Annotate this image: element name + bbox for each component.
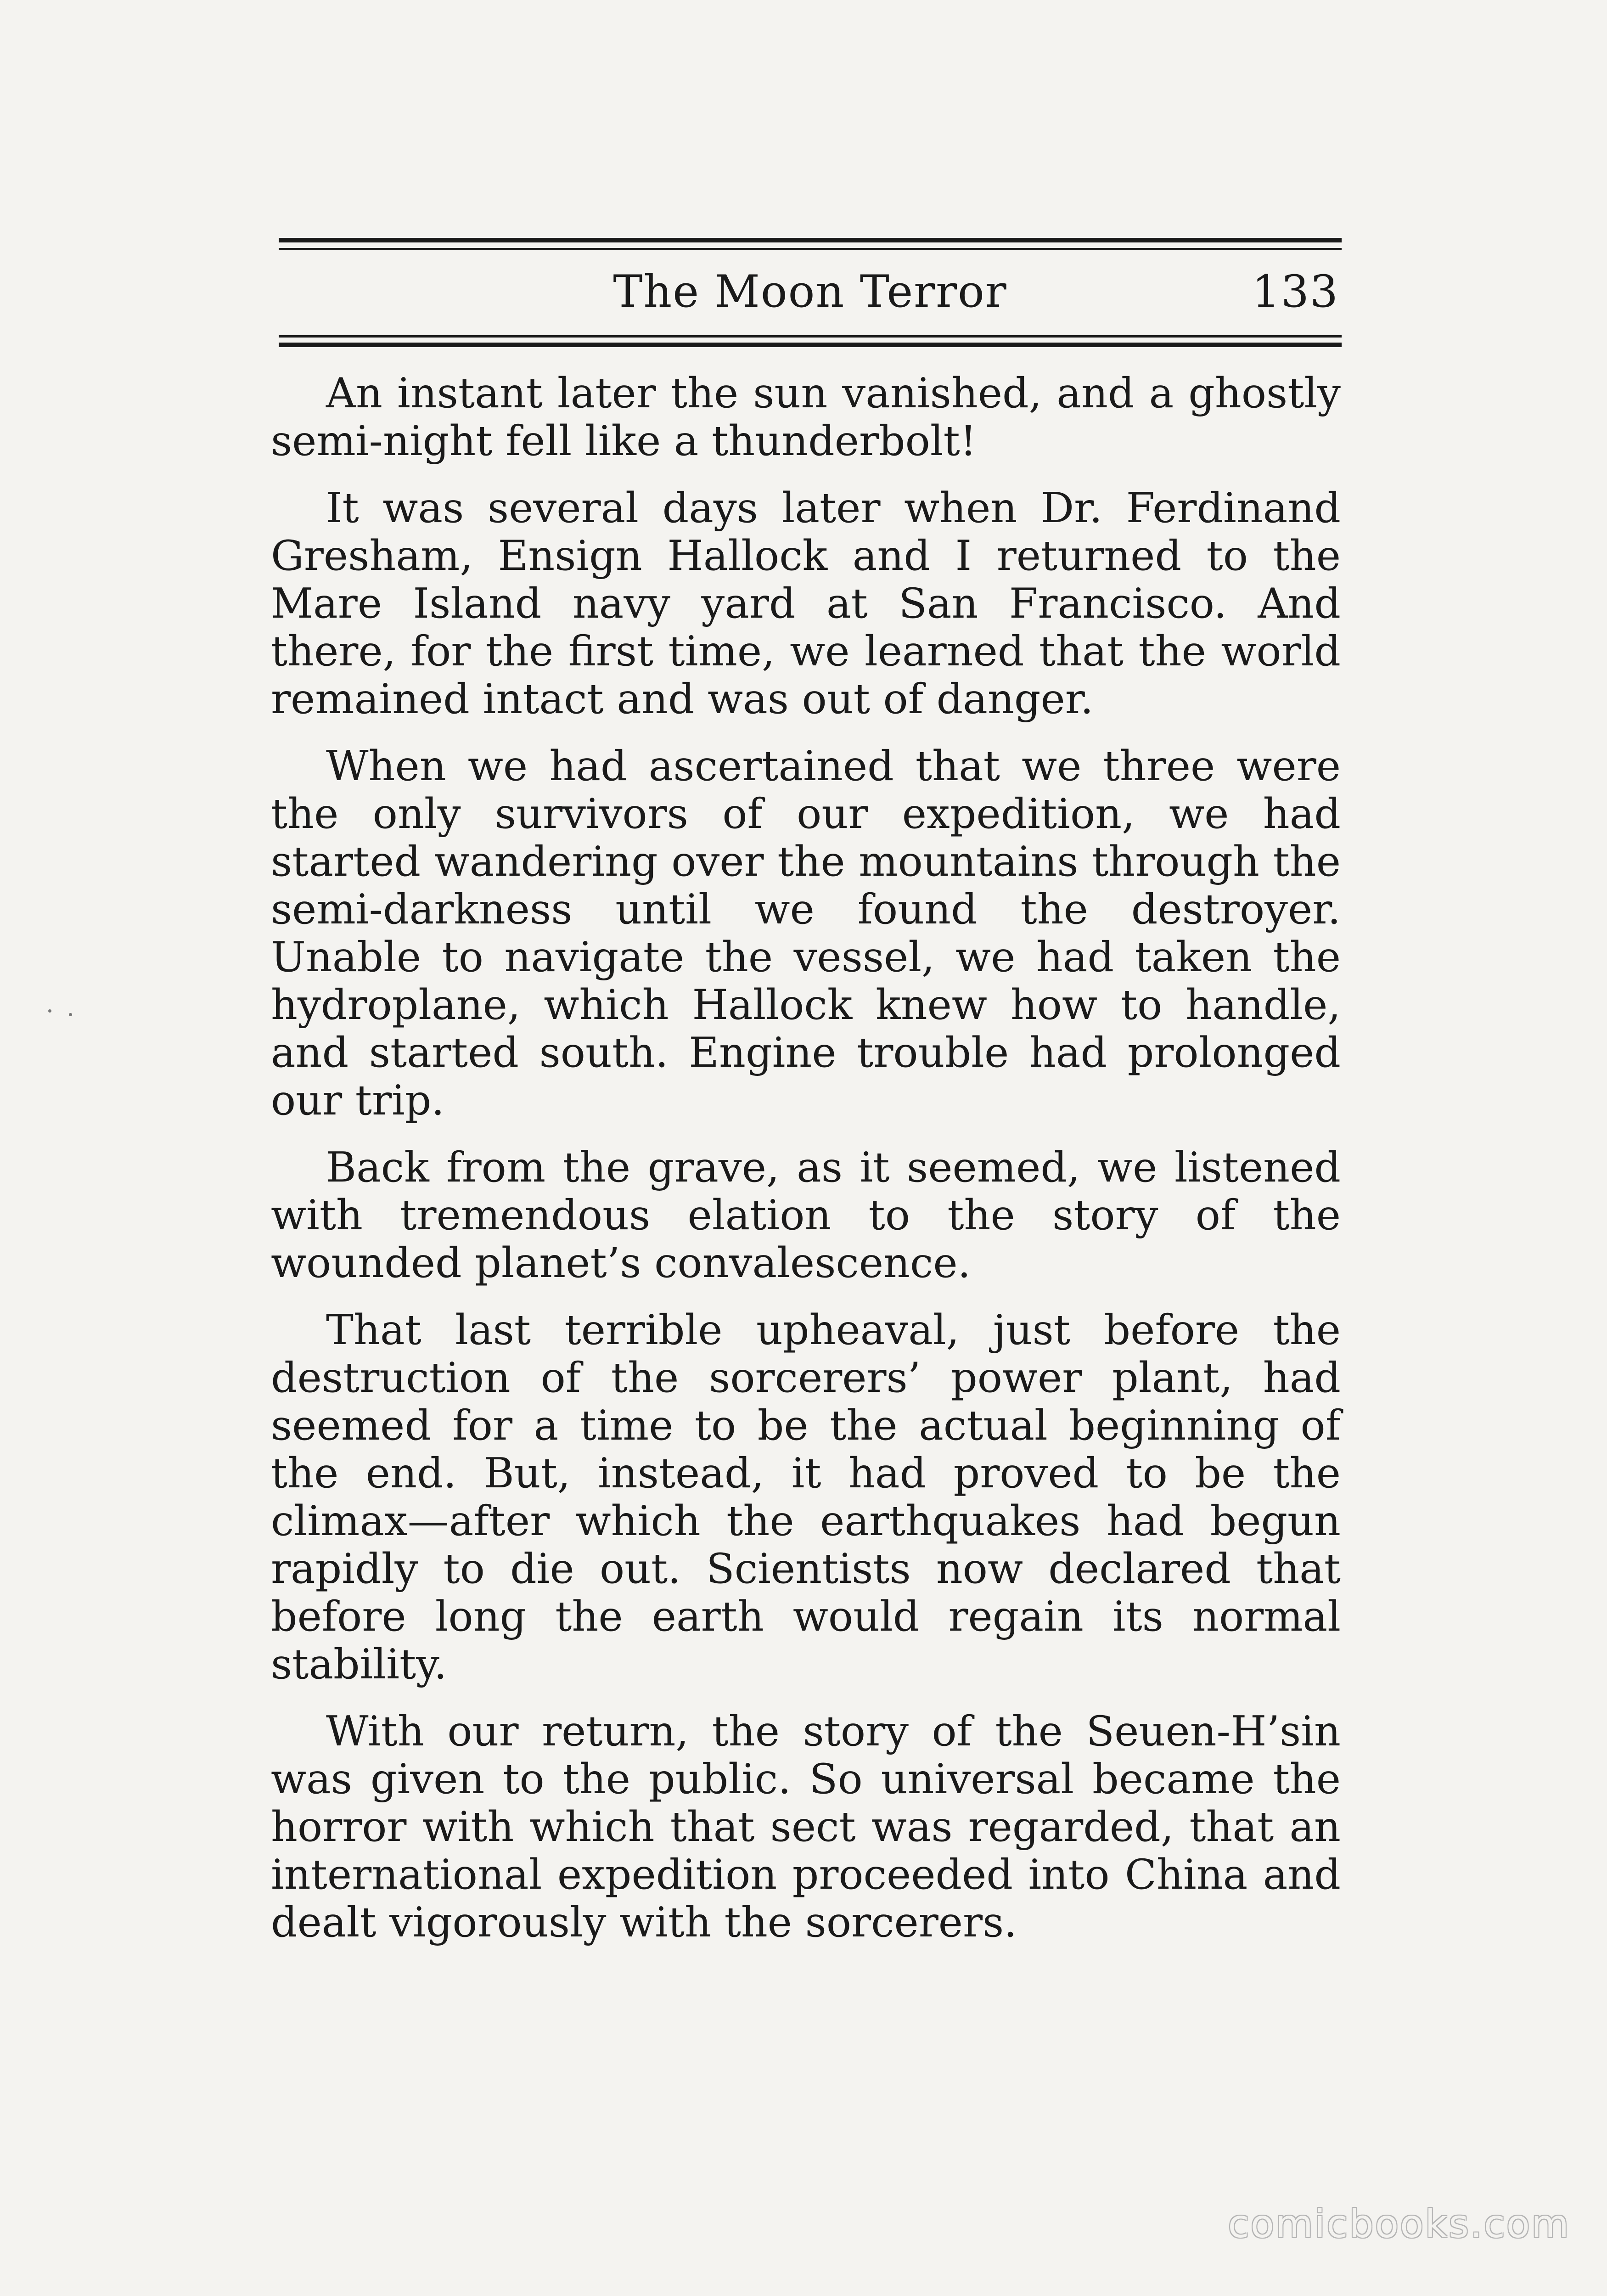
margin-speck [69, 1013, 72, 1016]
header-top-rule-1 [279, 238, 1342, 242]
paragraph: Back from the grave, as it seemed, we listened with tremendous elation to the story of the wounded planet’s convalescence. [271, 1143, 1341, 1287]
paragraph: With our return, the story of the Seuen-H’sin was given to the public. So universal became the horror with which that sect was regarded, that an international expedition proceeded into China and dealt vigorously with the sorcerers. [271, 1707, 1341, 1947]
header-bottom-rule-2 [279, 343, 1342, 347]
paragraph: It was several days later when Dr. Ferdinand Gresham, Ensign Hallock and I returned to the Mare Island navy yard at San Francisco. And there, for the first time, we learned that the world remained intact and was out of danger. [271, 484, 1341, 723]
running-header [279, 257, 1342, 326]
body-text [271, 370, 1341, 1966]
header-bottom-rule-1 [279, 335, 1342, 338]
header-title: The Moon Terror [613, 266, 1007, 317]
page-number: 133 [1252, 266, 1339, 317]
header-top-rule-2 [279, 248, 1342, 250]
watermark: comicbooks.com [1228, 2201, 1570, 2246]
paragraph: When we had ascertained that we three were the only survivors of our expedition, we had started wandering over the mountains through the semi-darkness until we found the destroyer. Unable to navigate the vessel, we had taken the hydroplane, which Hallock knew how to handle, and started south. Engine trouble had prolonged our trip. [271, 742, 1341, 1125]
paragraph: An instant later the sun vanished, and a ghostly semi-night fell like a thunderbolt! [271, 369, 1341, 465]
margin-speck [48, 1009, 51, 1013]
paragraph: That last terrible upheaval, just before the destruction of the sorcerers’ power plant, had seemed for a time to be the actual beginning of the end. But, instead, it had proved to be the climax—after which the earthquakes had begun rapidly to die out. Scientists now declared that before long the earth would regain its normal stability. [271, 1306, 1341, 1688]
